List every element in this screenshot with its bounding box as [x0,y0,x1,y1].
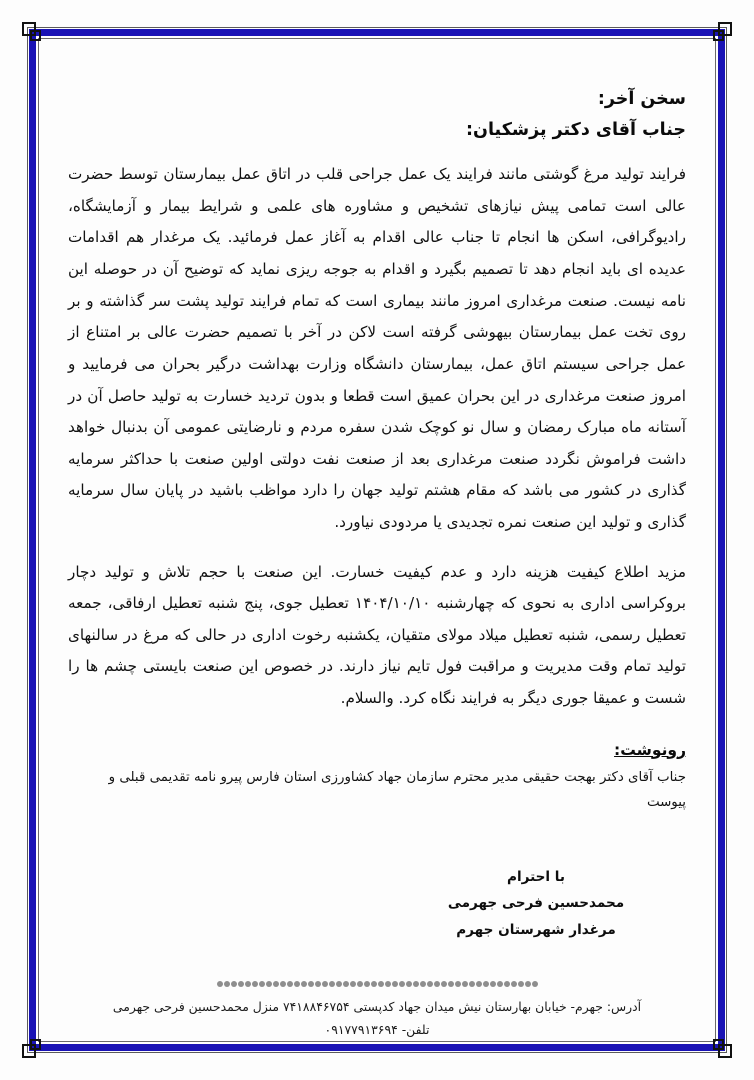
dot-icon [504,981,510,987]
dot-icon [490,981,496,987]
dot-icon [350,981,356,987]
dot-icon [231,981,237,987]
footer-phone: تلفن- ۰۹۱۷۷۹۱۳۶۹۴ [324,1022,430,1038]
dot-icon [322,981,328,987]
dot-icon [469,981,475,987]
dot-icon [427,981,433,987]
dot-icon [308,981,314,987]
dot-icon [378,981,384,987]
dot-icon [301,981,307,987]
document-footer [0,981,754,1042]
letter-heading [68,84,686,145]
dot-icon [217,981,223,987]
heading-line-2: جناب آقای دکتر پزشکیان: [466,119,686,140]
signature-block [386,864,686,944]
corner-ornament-top-left-icon [22,22,44,44]
dot-icon [518,981,524,987]
dot-icon [329,981,335,987]
dot-icon [287,981,293,987]
dot-icon [413,981,419,987]
corner-ornament-top-right-icon [710,22,732,44]
signature-closing: با احترام [506,868,566,885]
dot-icon [497,981,503,987]
decorative-dot-rule [0,981,754,987]
body-paragraph-1: فرایند تولید مرغ گوشتی مانند فرایند یک عمل جراحی قلب در اتاق عمل بیمارستان توسط حضرت عالی است تمامی پیش نیازهای تشخیص و مشاوره های علمی و شرایط بیمار و آزمایشگاه، رادیوگرافی، اسکن ها انجام تا جناب عالی اقدام به آغاز عمل فرمائید. یک مرغدار هم اقدامات عدیده ای باید انجام دهد تا تصمیم بگیرد و اقدام به جوجه ریزی نماید که توضیح آن در حوصله این نامه نیست. صنعت مرغداری امروز مانند بیماری است که تمام فرایند تولید پشت سر گذاشته و بر روی تخت عمل بیمارستان بیهوشی گرفته است لاکن در آخر با تصمیم حضرت عالی بر امتناع از عمل جراحی سیستم اتاق عمل، بیمارستان دانشگاه وزارت بهداشت درگیر بحران می فرمایید و امروز صنعت مرغداری در این بحران عمیق است قطعا و بدون تردید خسارت به تولید حاصل آن در آستانه ماه مبارک رمضان و سال نو کوچک شدن سفره مردم و نارضایتی عمومی آن بدنبال خواهد داشت فراموش نگردد صنعت مرغداری بعد از صنعت نفت دولتی اولین صنعت با حداکثر سرمایه گذاری در کشور می باشد که مقام هشتم تولید جهان را دارد مواظب باشید در پایان سال سرمایه گذاری و تولید این صنعت نمره تجدیدی یا مردودی نیاورد. [68,165,686,531]
dot-icon [448,981,454,987]
dot-icon [511,981,517,987]
dot-icon [420,981,426,987]
dot-icon [392,981,398,987]
dot-icon [224,981,230,987]
dot-icon [462,981,468,987]
dot-icon [441,981,447,987]
dot-icon [371,981,377,987]
dot-icon [245,981,251,987]
dot-icon [364,981,370,987]
dot-icon [357,981,363,987]
dot-icon [266,981,272,987]
dot-icon [532,981,538,987]
paragraph-spacer [68,543,686,557]
dot-icon [315,981,321,987]
dot-icon [273,981,279,987]
signature-role: مرغدار شهرستان جهرم [456,921,616,938]
document-content [46,46,708,1034]
copy-section-label: رونوشت: [614,740,686,759]
signature-name: محمدحسین فرحی جهرمی [447,895,625,912]
dot-icon [385,981,391,987]
dot-icon [434,981,440,987]
dot-icon [252,981,258,987]
dot-icon [476,981,482,987]
dot-icon [343,981,349,987]
dot-icon [238,981,244,987]
dot-icon [455,981,461,987]
dot-icon [336,981,342,987]
dot-icon [483,981,489,987]
dot-icon [406,981,412,987]
footer-address: آدرس: جهرم- خیابان بهارستان نیش میدان جهاد کدپستی ۷۴۱۸۸۴۶۷۵۴ منزل محمدحسین فرحی جهرمی [112,999,642,1015]
dot-icon [525,981,531,987]
heading-line-1: سخن آخر: [597,89,686,109]
dot-icon [259,981,265,987]
copy-section-recipient: جناب آقای دکتر بهجت حقیقی مدیر محترم سازمان جهاد کشاورزی استان فارس پیرو نامه تقدیمی قبلی و پیوست [108,769,686,811]
dot-icon [399,981,405,987]
body-paragraph-2: مزید اطلاع کیفیت هزینه دارد و عدم کیفیت خسارت. این صنعت با حجم تلاش و تولید دچار بروکراسی اداری به نحوی که چهارشنبه ۱۴۰۴/۱۰/۱۰ تعطیل جوی، پنج شنبه تعطیل ارفاقی، جمعه تعطیل رسمی، شنبه تعطیل میلاد مولای متقیان، یکشنبه رخوت اداری در حالی که مرغ در سالنهای تولید تمام وقت مدیریت و مراقبت فول تایم نیاز دارند. در خصوص این صنعت بایستی چشم ها را شست و عمیقا جوری دیگر به فرایند نگاه کرد. والسلام. [68,562,686,707]
dot-icon [294,981,300,987]
dot-icon [280,981,286,987]
